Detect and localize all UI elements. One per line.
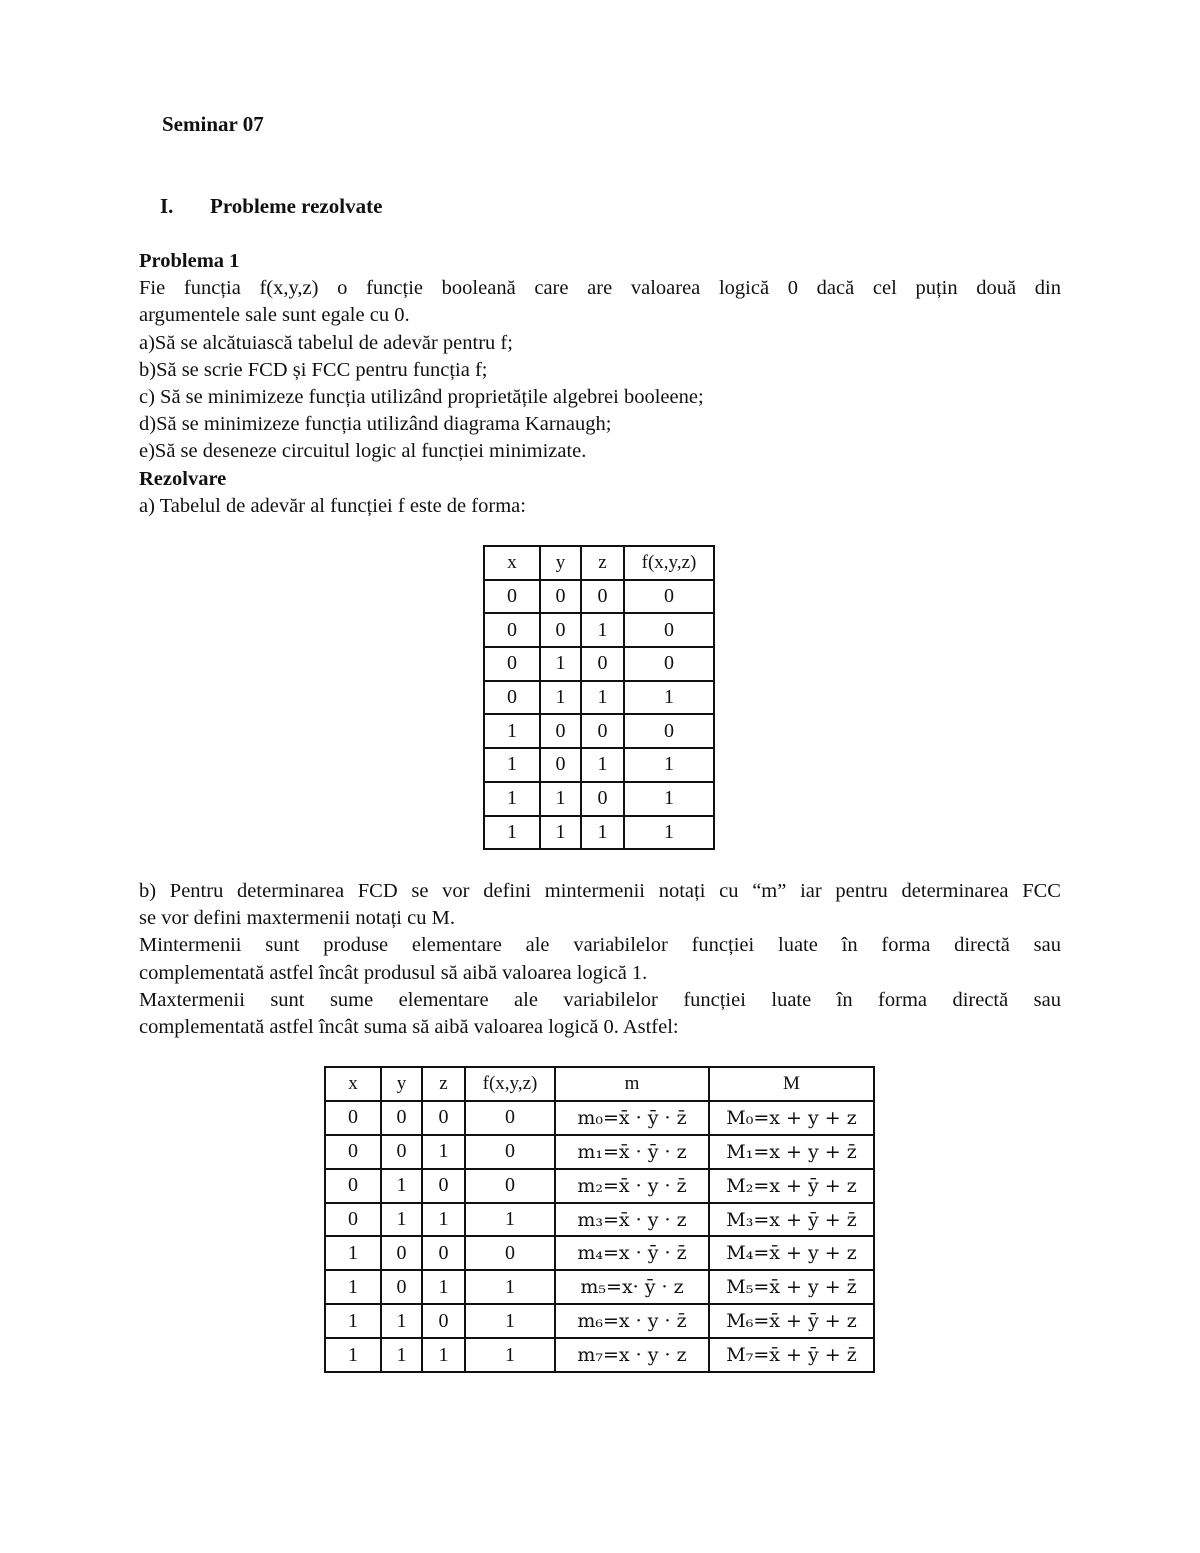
table-cell: 1 bbox=[325, 1304, 381, 1338]
table-cell: 0 bbox=[465, 1169, 555, 1203]
table-cell: M₆=x̄ + ȳ + z bbox=[709, 1304, 874, 1338]
solution-heading: Rezolvare bbox=[139, 467, 227, 490]
table-cell: 1 bbox=[422, 1135, 465, 1169]
table-cell: 1 bbox=[624, 681, 714, 715]
task-item: a)Să se alcătuiască tabelul de adevăr pentru f; bbox=[139, 331, 513, 354]
table-cell: M₂=x + ȳ + z bbox=[709, 1169, 874, 1203]
table-row bbox=[484, 782, 714, 816]
table-cell: 1 bbox=[325, 1338, 381, 1372]
table-row bbox=[325, 1135, 874, 1169]
table-cell: 0 bbox=[325, 1169, 381, 1203]
table-row bbox=[484, 816, 714, 850]
table-cell: 1 bbox=[540, 816, 581, 850]
table-cell: M₁=x + y + z̄ bbox=[709, 1135, 874, 1169]
table-cell: 1 bbox=[624, 816, 714, 850]
table-cell: m₃=x̄ · y · z bbox=[555, 1203, 709, 1237]
table-row bbox=[484, 748, 714, 782]
table-row bbox=[325, 1203, 874, 1237]
table-cell: m₂=x̄ · y · z̄ bbox=[555, 1169, 709, 1203]
header-cell: x bbox=[325, 1067, 381, 1101]
table-cell: m₄=x · ȳ · z̄ bbox=[555, 1236, 709, 1270]
table-cell: 0 bbox=[422, 1169, 465, 1203]
table-cell: M₇=x̄ + ȳ + z̄ bbox=[709, 1338, 874, 1372]
table-cell: 0 bbox=[581, 714, 624, 748]
table-cell: 1 bbox=[624, 748, 714, 782]
table-cell: 0 bbox=[581, 580, 624, 614]
section-heading bbox=[160, 194, 382, 219]
paragraph-line: complementată astfel încât suma să aibă valoarea logică 0. Astfel: bbox=[139, 1016, 679, 1039]
table-cell: 0 bbox=[581, 647, 624, 681]
table-row bbox=[325, 1101, 874, 1135]
table-cell: 0 bbox=[381, 1236, 422, 1270]
table-cell: 1 bbox=[581, 748, 624, 782]
table-row bbox=[484, 681, 714, 715]
header-cell: f(x,y,z) bbox=[465, 1067, 555, 1101]
table-row bbox=[484, 647, 714, 681]
paragraph-line: Mintermenii sunt produse elementare ale variabilelor funcției luate în forma directă sau bbox=[139, 934, 1061, 957]
section-number: I. bbox=[160, 194, 174, 218]
task-item: e)Să se deseneze circuitul logic al funcției minimizate. bbox=[139, 440, 587, 463]
section-title: Probleme rezolvate bbox=[210, 194, 383, 218]
table-cell: 1 bbox=[465, 1304, 555, 1338]
minterm-maxterm-table bbox=[324, 1066, 875, 1373]
table-row bbox=[325, 1236, 874, 1270]
table-cell: 0 bbox=[325, 1203, 381, 1237]
header-cell: y bbox=[381, 1067, 422, 1101]
problem-heading: Problema 1 bbox=[139, 250, 240, 272]
table-cell: M₀=x + y + z bbox=[709, 1101, 874, 1135]
table-cell: 1 bbox=[465, 1270, 555, 1304]
task-item: d)Să se minimizeze funcția utilizând diagrama Karnaugh; bbox=[139, 413, 612, 436]
table-cell: 0 bbox=[484, 647, 540, 681]
table-cell: 0 bbox=[540, 580, 581, 614]
table-cell: M₅=x̄ + y + z̄ bbox=[709, 1270, 874, 1304]
table-cell: 0 bbox=[624, 613, 714, 647]
table-cell: 1 bbox=[540, 647, 581, 681]
table-cell: 0 bbox=[624, 714, 714, 748]
table-row bbox=[484, 580, 714, 614]
table-cell: 1 bbox=[484, 782, 540, 816]
table-cell: 0 bbox=[381, 1270, 422, 1304]
table-cell: m₅=x· ȳ · z bbox=[555, 1270, 709, 1304]
task-item: c) Să se minimizeze funcția utilizând proprietățile algebrei booleene; bbox=[139, 386, 704, 409]
table-cell: m₀=x̄ · ȳ · z̄ bbox=[555, 1101, 709, 1135]
table-row bbox=[484, 714, 714, 748]
table-cell: 0 bbox=[422, 1236, 465, 1270]
table-cell: 1 bbox=[581, 613, 624, 647]
explanation-block bbox=[139, 878, 1061, 1041]
table-cell: 0 bbox=[624, 580, 714, 614]
table-cell: 1 bbox=[381, 1169, 422, 1203]
table-cell: 1 bbox=[381, 1338, 422, 1372]
table-cell: 1 bbox=[381, 1304, 422, 1338]
table-cell: 1 bbox=[540, 681, 581, 715]
table-header-row bbox=[325, 1067, 874, 1101]
table-cell: 0 bbox=[540, 748, 581, 782]
table-cell: 1 bbox=[381, 1203, 422, 1237]
table-cell: 0 bbox=[422, 1101, 465, 1135]
problem-statement-line: argumentele sale sunt egale cu 0. bbox=[139, 304, 410, 327]
table-cell: 0 bbox=[422, 1304, 465, 1338]
table-row bbox=[325, 1270, 874, 1304]
header-cell: y bbox=[540, 546, 581, 580]
paragraph-line: se vor defini maxtermenii notați cu M. bbox=[139, 907, 455, 930]
task-item: b)Să se scrie FCD și FCC pentru funcția f; bbox=[139, 358, 488, 381]
table-cell: 1 bbox=[484, 714, 540, 748]
table-cell: 1 bbox=[484, 816, 540, 850]
truth-table bbox=[483, 545, 715, 850]
table-cell: 1 bbox=[422, 1203, 465, 1237]
header-cell: z bbox=[581, 546, 624, 580]
table-cell: 0 bbox=[484, 580, 540, 614]
table-cell: 1 bbox=[422, 1338, 465, 1372]
table-cell: 0 bbox=[381, 1135, 422, 1169]
solution-a-text: a) Tabelul de adevăr al funcției f este de forma: bbox=[139, 494, 526, 517]
table-cell: m₆=x · y · z̄ bbox=[555, 1304, 709, 1338]
table-cell: 0 bbox=[540, 714, 581, 748]
table-cell: 0 bbox=[540, 613, 581, 647]
header-cell: M bbox=[709, 1067, 874, 1101]
table-cell: 0 bbox=[325, 1101, 381, 1135]
table-cell: 0 bbox=[465, 1101, 555, 1135]
table-cell: 0 bbox=[484, 613, 540, 647]
paragraph-line: Maxtermenii sunt sume elementare ale variabilelor funcției luate în forma directă sau bbox=[139, 988, 1061, 1011]
table-cell: M₃=x + ȳ + z̄ bbox=[709, 1203, 874, 1237]
header-cell: z bbox=[422, 1067, 465, 1101]
problem-statement-line: Fie funcția f(x,y,z) o funcție booleană care are valoarea logică 0 dacă cel puțin două din bbox=[139, 277, 1061, 300]
table-cell: 0 bbox=[325, 1135, 381, 1169]
table-row bbox=[484, 613, 714, 647]
table-cell: 1 bbox=[422, 1270, 465, 1304]
table-cell: 1 bbox=[540, 782, 581, 816]
header-cell: m bbox=[555, 1067, 709, 1101]
table-cell: 1 bbox=[325, 1236, 381, 1270]
table-cell: m₁=x̄ · ȳ · z bbox=[555, 1135, 709, 1169]
table-row bbox=[325, 1338, 874, 1372]
table-cell: 0 bbox=[484, 681, 540, 715]
table-cell: 0 bbox=[624, 647, 714, 681]
header-cell: x bbox=[484, 546, 540, 580]
paragraph-line: b) Pentru determinarea FCD se vor defini mintermenii notați cu “m” iar pentru determinarea FCC bbox=[139, 880, 1061, 902]
table-cell: M₄=x̄ + y + z bbox=[709, 1236, 874, 1270]
table-cell: m₇=x · y · z bbox=[555, 1338, 709, 1372]
table-cell: 1 bbox=[484, 748, 540, 782]
table-row bbox=[325, 1169, 874, 1203]
table-cell: 1 bbox=[325, 1270, 381, 1304]
table-cell: 1 bbox=[581, 681, 624, 715]
table-cell: 0 bbox=[381, 1101, 422, 1135]
table-row bbox=[325, 1304, 874, 1338]
table-cell: 1 bbox=[624, 782, 714, 816]
header-cell: f(x,y,z) bbox=[624, 546, 714, 580]
table-cell: 0 bbox=[465, 1236, 555, 1270]
problem-block bbox=[139, 248, 1061, 520]
table-cell: 0 bbox=[581, 782, 624, 816]
table-cell: 1 bbox=[465, 1203, 555, 1237]
table-cell: 1 bbox=[581, 816, 624, 850]
page-title: Seminar 07 bbox=[162, 112, 264, 136]
paragraph-line: complementată astfel încât produsul să aibă valoarea logică 1. bbox=[139, 961, 648, 984]
table-cell: 1 bbox=[465, 1338, 555, 1372]
table-cell: 0 bbox=[465, 1135, 555, 1169]
table-header-row bbox=[484, 546, 714, 580]
